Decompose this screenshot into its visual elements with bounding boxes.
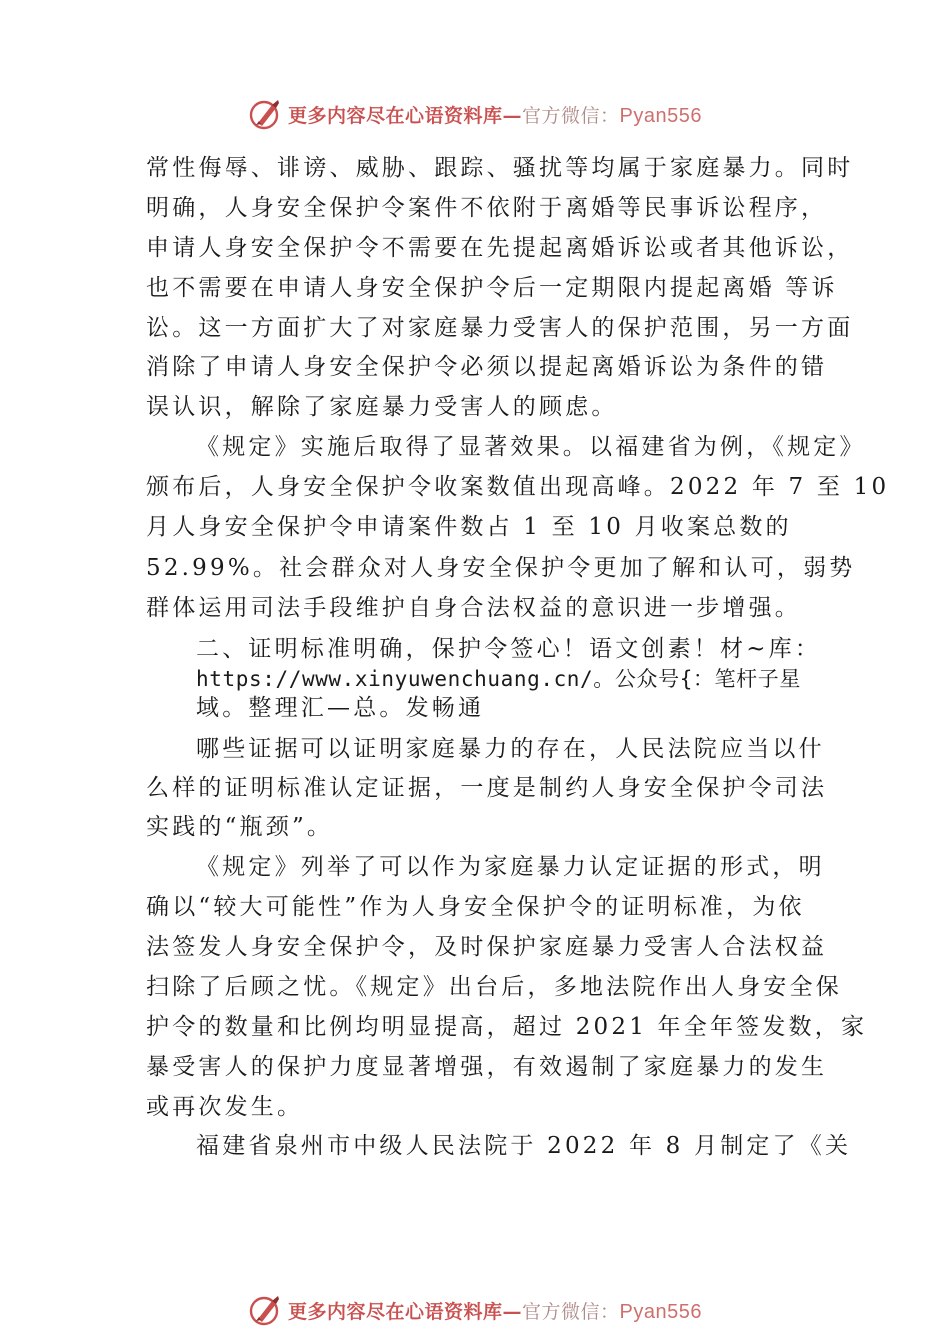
paragraph-first-line: 《规定》列举了可以作为家庭暴力认定证据的形式，明 xyxy=(196,854,825,880)
body-line: 也不需要在申请人身安全保护令后一定期限内提起离婚 等诉 xyxy=(146,275,838,301)
body-line: 明确，人身安全保护令案件不依附于离婚等民事诉讼程序， xyxy=(146,195,828,221)
body-line: 颁布后，人身安全保护令收案数值出现高峰。2022 年 7 至 10 xyxy=(146,474,890,500)
body-line: 群体运用司法手段维护自身合法权益的意识进一步增强。 xyxy=(146,595,801,621)
body-line: 域。整理汇—总。发畅通 xyxy=(196,695,485,721)
body-line: 护令的数量和比例均明显提高，超过 2021 年全年签发数，家 xyxy=(146,1014,868,1040)
section-heading: 二、证明标准明确，保护令签心！语文创素！材~库： xyxy=(196,636,822,662)
body-line: 暴受害人的保护力度显著增强，有效遏制了家庭暴力的发生 xyxy=(146,1054,828,1080)
watermark-text: 更多内容尽在心语资料库—官方微信：Pyan556 xyxy=(288,1300,702,1323)
body-line: 或再次发生。 xyxy=(146,1094,304,1120)
header-watermark-banner xyxy=(0,94,950,134)
body-line: 消除了申请人身安全保护令必须以提起离婚诉讼为条件的错 xyxy=(146,354,828,380)
paragraph-first-line: 福建省泉州市中级人民法院于 2022 年 8 月制定了《关 xyxy=(196,1133,852,1159)
footer-watermark-banner xyxy=(0,1290,950,1330)
body-line: 月人身安全保护令申请案件数占 1 至 10 月收案总数的 xyxy=(146,514,792,540)
pen-logo-icon xyxy=(248,97,282,131)
body-line: 常性侮辱、诽谤、威胁、跟踪、骚扰等均属于家庭暴力。同时 xyxy=(146,155,854,181)
watermark-url-line: https://www.xinyuwenchuang.cn/。公众号{：笔杆子星 xyxy=(196,667,801,691)
body-line: 扫除了后顾之忧。《规定》出台后，多地法院作出人身安全保 xyxy=(146,974,842,1000)
body-line: 么样的证明标准认定证据，一度是制约人身安全保护令司法 xyxy=(146,775,828,801)
paragraph-first-line: 《规定》实施后取得了显著效果。以福建省为例，《规定》 xyxy=(196,434,866,460)
body-line: 52.99%。社会群众对人身安全保护令更加了解和认可，弱势 xyxy=(146,555,856,581)
body-line: 法签发人身安全保护令，及时保护家庭暴力受害人合法权益 xyxy=(146,934,828,960)
body-line: 讼。这一方面扩大了对家庭暴力受害人的保护范围，另一方面 xyxy=(146,315,854,341)
body-line: 确以“较大可能性”作为人身安全保护令的证明标准，为依 xyxy=(146,894,805,920)
body-line: 申请人身安全保护令不需要在先提起离婚诉讼或者其他诉讼， xyxy=(146,235,854,261)
pen-logo-icon xyxy=(248,1293,282,1327)
watermark-text: 更多内容尽在心语资料库—官方微信：Pyan556 xyxy=(288,104,702,127)
paragraph-first-line: 哪些证据可以证明家庭暴力的存在，人民法院应当以什 xyxy=(196,736,825,762)
body-line: 实践的“瓶颈”。 xyxy=(146,814,334,840)
body-line: 误认识，解除了家庭暴力受害人的顾虑。 xyxy=(146,394,618,420)
